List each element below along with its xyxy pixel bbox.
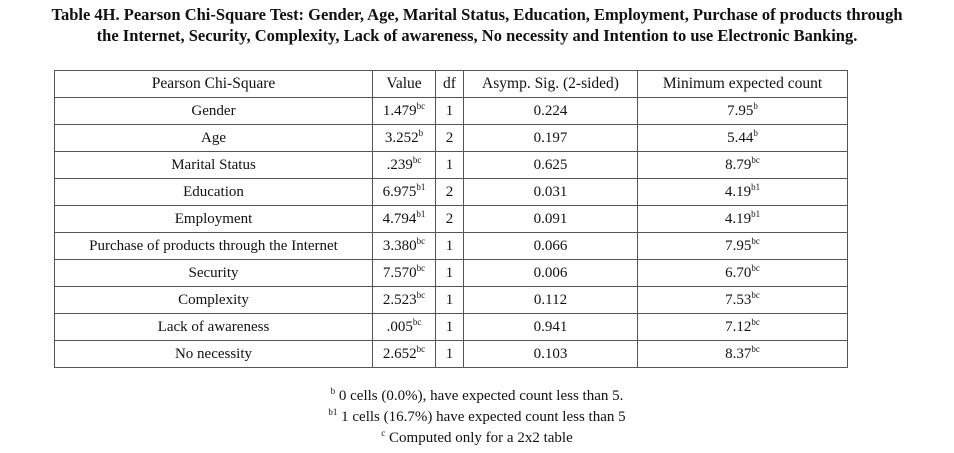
row-min-expected-count bbox=[638, 125, 848, 152]
row-min-expected-count bbox=[638, 152, 848, 179]
row-min-expected-count bbox=[638, 179, 848, 206]
row-value bbox=[373, 206, 436, 233]
min-count-number: 7.53 bbox=[725, 291, 752, 308]
value-superscript: bc bbox=[412, 316, 422, 327]
header-df: df bbox=[436, 71, 464, 98]
table-row bbox=[55, 314, 848, 341]
table-row bbox=[55, 125, 848, 152]
row-min-expected-count bbox=[638, 260, 848, 287]
row-asymp-sig: 0.112 bbox=[464, 287, 638, 314]
row-df: 1 bbox=[436, 98, 464, 125]
caption-line-2: the Internet, Security, Complexity, Lack of awareness, No necessity and Intention to use Electronic Banking. bbox=[96, 26, 858, 45]
row-label: Lack of awareness bbox=[55, 314, 373, 341]
header-min-expected-count: Minimum expected count bbox=[638, 71, 848, 98]
row-min-expected-count bbox=[638, 287, 848, 314]
footnote-text: Computed only for a 2x2 table bbox=[385, 430, 573, 446]
row-label: Age bbox=[55, 125, 373, 152]
value-superscript: bc bbox=[416, 289, 426, 300]
table-row bbox=[55, 341, 848, 368]
min-count-number: 4.19 bbox=[724, 183, 752, 200]
row-asymp-sig: 0.066 bbox=[464, 233, 638, 260]
row-label: Security bbox=[55, 260, 373, 287]
caption-line-1: Table 4H. Pearson Chi-Square Test: Gender, Age, Marital Status, Education, Employment, Purchase of products through bbox=[51, 5, 903, 24]
row-min-expected-count bbox=[638, 314, 848, 341]
min-count-superscript: b1 bbox=[751, 208, 761, 219]
row-asymp-sig: 0.625 bbox=[464, 152, 638, 179]
footnotes bbox=[0, 386, 954, 449]
table-header-row bbox=[55, 71, 848, 98]
footnote-mark: c bbox=[381, 428, 386, 438]
min-count-number: 7.12 bbox=[725, 318, 752, 335]
table-row bbox=[55, 98, 848, 125]
min-count-superscript: bc bbox=[751, 316, 760, 327]
row-value bbox=[373, 341, 436, 368]
row-label: Marital Status bbox=[55, 152, 373, 179]
row-df: 2 bbox=[436, 125, 464, 152]
footnote-c bbox=[0, 428, 954, 449]
row-asymp-sig: 0.103 bbox=[464, 341, 638, 368]
footnote-b bbox=[0, 386, 954, 407]
row-label: Complexity bbox=[55, 287, 373, 314]
value-number: 2.652 bbox=[382, 345, 417, 362]
row-asymp-sig: 0.197 bbox=[464, 125, 638, 152]
row-min-expected-count bbox=[638, 233, 848, 260]
min-count-number: 5.44 bbox=[727, 129, 754, 146]
footnote-b1 bbox=[0, 407, 954, 428]
table-row bbox=[55, 179, 848, 206]
row-asymp-sig: 0.224 bbox=[464, 98, 638, 125]
value-number: 1.479 bbox=[382, 102, 417, 119]
row-label: Purchase of products through the Internet bbox=[55, 233, 373, 260]
value-number: 3.380 bbox=[382, 237, 417, 254]
row-min-expected-count bbox=[638, 341, 848, 368]
row-asymp-sig: 0.006 bbox=[464, 260, 638, 287]
table-body bbox=[55, 98, 848, 368]
table-row bbox=[55, 206, 848, 233]
row-df: 1 bbox=[436, 287, 464, 314]
value-number: 6.975 bbox=[382, 183, 417, 200]
row-value bbox=[373, 314, 436, 341]
row-value bbox=[373, 233, 436, 260]
row-value bbox=[373, 179, 436, 206]
row-min-expected-count bbox=[638, 206, 848, 233]
row-asymp-sig: 0.941 bbox=[464, 314, 638, 341]
table-caption bbox=[0, 4, 954, 46]
min-count-superscript: b bbox=[753, 100, 758, 111]
value-superscript: bc bbox=[416, 262, 426, 273]
row-df: 1 bbox=[436, 152, 464, 179]
table-row bbox=[55, 287, 848, 314]
min-count-superscript: bc bbox=[751, 235, 760, 246]
value-superscript: bc bbox=[416, 100, 426, 111]
row-label: Gender bbox=[55, 98, 373, 125]
row-asymp-sig: 0.091 bbox=[464, 206, 638, 233]
chi-square-table bbox=[54, 70, 848, 368]
row-value bbox=[373, 125, 436, 152]
row-value bbox=[373, 98, 436, 125]
min-count-number: 8.79 bbox=[725, 156, 752, 173]
row-label: Employment bbox=[55, 206, 373, 233]
value-number: 7.570 bbox=[382, 264, 417, 281]
row-value bbox=[373, 287, 436, 314]
footnote-text: 0 cells (0.0%), have expected count less than 5. bbox=[335, 388, 624, 404]
min-count-superscript: bc bbox=[751, 343, 760, 354]
min-count-superscript: bc bbox=[751, 154, 760, 165]
min-count-superscript: b bbox=[753, 127, 758, 138]
min-count-superscript: bc bbox=[751, 262, 760, 273]
row-df: 1 bbox=[436, 233, 464, 260]
row-min-expected-count bbox=[638, 98, 848, 125]
value-superscript: bc bbox=[412, 154, 422, 165]
row-label: Education bbox=[55, 179, 373, 206]
value-superscript: bc bbox=[416, 343, 426, 354]
row-label: No necessity bbox=[55, 341, 373, 368]
row-value bbox=[373, 260, 436, 287]
row-df: 2 bbox=[436, 179, 464, 206]
footnote-text: 1 cells (16.7%) have expected count less than 5 bbox=[337, 409, 626, 425]
min-count-number: 6.70 bbox=[725, 264, 752, 281]
value-number: 4.794 bbox=[382, 210, 417, 227]
value-superscript: b bbox=[418, 127, 424, 138]
row-df: 1 bbox=[436, 314, 464, 341]
min-count-superscript: bc bbox=[751, 289, 760, 300]
table-row bbox=[55, 233, 848, 260]
min-count-number: 7.95 bbox=[727, 102, 754, 119]
row-df: 1 bbox=[436, 260, 464, 287]
footnote-mark: b bbox=[330, 386, 336, 396]
value-number: .239 bbox=[386, 156, 413, 173]
header-value: Value bbox=[373, 71, 436, 98]
row-df: 2 bbox=[436, 206, 464, 233]
table-row bbox=[55, 260, 848, 287]
value-number: 2.523 bbox=[382, 291, 417, 308]
value-number: 3.252 bbox=[384, 129, 419, 146]
footnote-mark: b1 bbox=[328, 407, 338, 417]
value-superscript: b1 bbox=[416, 181, 426, 192]
min-count-number: 4.19 bbox=[724, 210, 752, 227]
row-df: 1 bbox=[436, 341, 464, 368]
row-value bbox=[373, 152, 436, 179]
table-row bbox=[55, 152, 848, 179]
value-number: .005 bbox=[386, 318, 413, 335]
header-pearson-chi-square: Pearson Chi-Square bbox=[55, 71, 373, 98]
header-asymp-sig: Asymp. Sig. (2-sided) bbox=[464, 71, 638, 98]
min-count-superscript: b1 bbox=[751, 181, 761, 192]
row-asymp-sig: 0.031 bbox=[464, 179, 638, 206]
value-superscript: bc bbox=[416, 235, 426, 246]
min-count-number: 8.37 bbox=[725, 345, 752, 362]
value-superscript: b1 bbox=[416, 208, 426, 219]
min-count-number: 7.95 bbox=[725, 237, 752, 254]
